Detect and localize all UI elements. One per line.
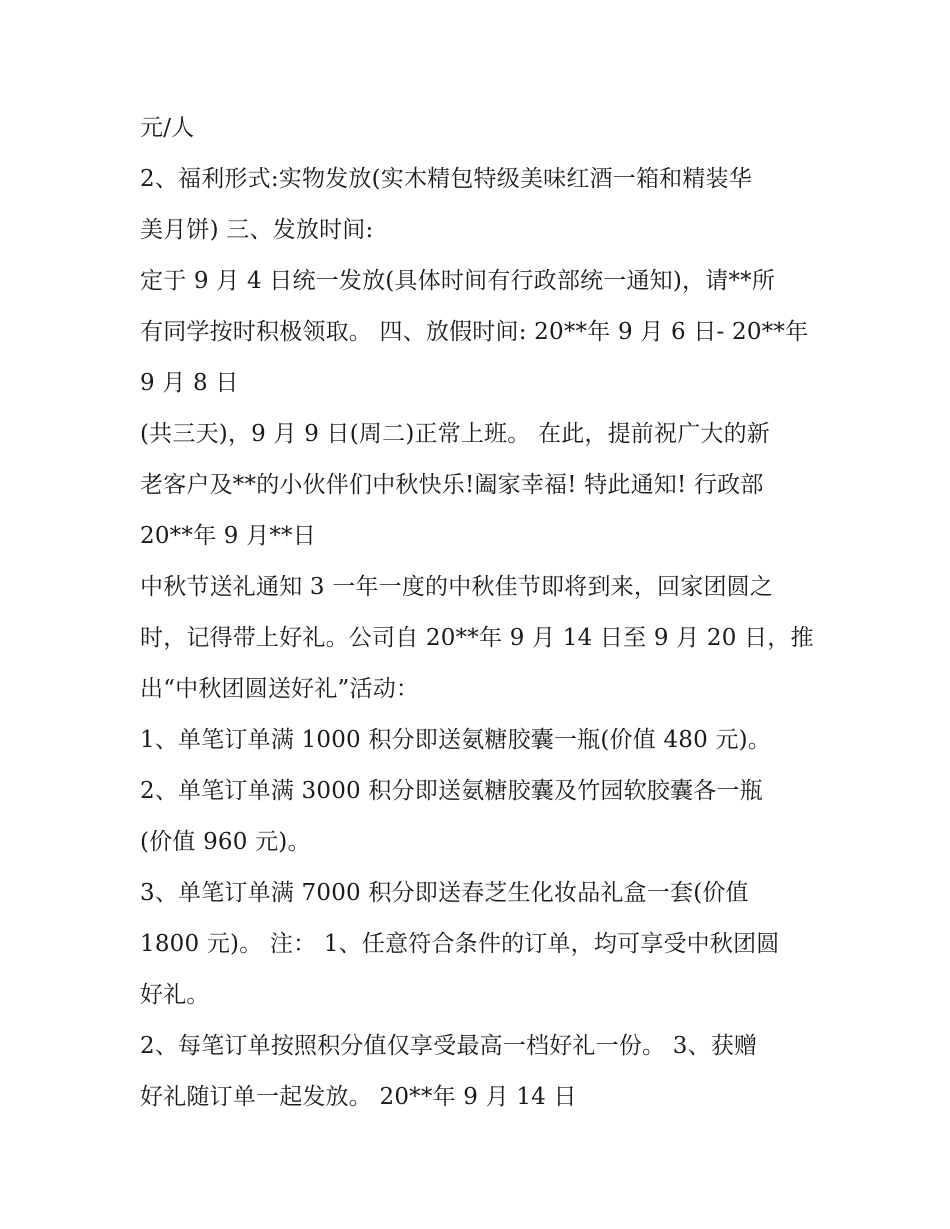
text-line: 9 月 8 日 bbox=[140, 370, 239, 396]
text-line: 1、单笔订单满 1000 积分即送氨糖胶囊一瓶(价值 480 元)。 bbox=[140, 727, 772, 753]
text-line: 时，记得带上好礼。公司自 20**年 9 月 14 日至 9 月 20 日，推 bbox=[140, 625, 814, 651]
text-line: 3、单笔订单满 7000 积分即送春芝生化妆品礼盒一套(价值 bbox=[140, 880, 749, 906]
text-line: 20**年 9 月**日 bbox=[140, 523, 316, 549]
text-line: (共三天)，9 月 9 日(周二)正常上班。 在此，提前祝广大的新 bbox=[140, 421, 771, 447]
document-body bbox=[140, 103, 840, 1123]
text-line: 美月饼) 三、发放时间: bbox=[140, 217, 374, 243]
text-line: 2、每笔订单按照积分值仅享受最高一档好礼一份。 3、获赠 bbox=[140, 1033, 758, 1059]
text-line: (价值 960 元)。 bbox=[140, 829, 311, 855]
text-line: 1800 元)。 注： 1、任意符合条件的订单，均可享受中秋团圆 bbox=[140, 931, 780, 957]
text-line: 元/人 bbox=[140, 115, 195, 141]
text-line: 2、福利形式:实物发放(实木精包特级美味红酒一箱和精装华 bbox=[140, 166, 752, 192]
text-line: 老客户及**的小伙伴们中秋快乐!阖家幸福! 特此通知! 行政部 bbox=[140, 472, 764, 498]
text-line: 2、单笔订单满 3000 积分即送氨糖胶囊及竹园软胶囊各一瓶 bbox=[140, 778, 763, 804]
text-line: 有同学按时积极领取。 四、放假时间: 20**年 9 月 6 日- 20**年 bbox=[140, 319, 809, 345]
text-line: 好礼。 bbox=[140, 982, 210, 1008]
text-line: 好礼随订单一起发放。 20**年 9 月 14 日 bbox=[140, 1084, 577, 1110]
text-line: 定于 9 月 4 日统一发放(具体时间有行政部统一通知)，请**所 bbox=[140, 268, 776, 294]
text-line: 中秋节送礼通知 3 一年一度的中秋佳节即将到来，回家团圆之 bbox=[140, 574, 774, 600]
text-line: 出“中秋团圆送好礼”活动： bbox=[140, 676, 420, 702]
